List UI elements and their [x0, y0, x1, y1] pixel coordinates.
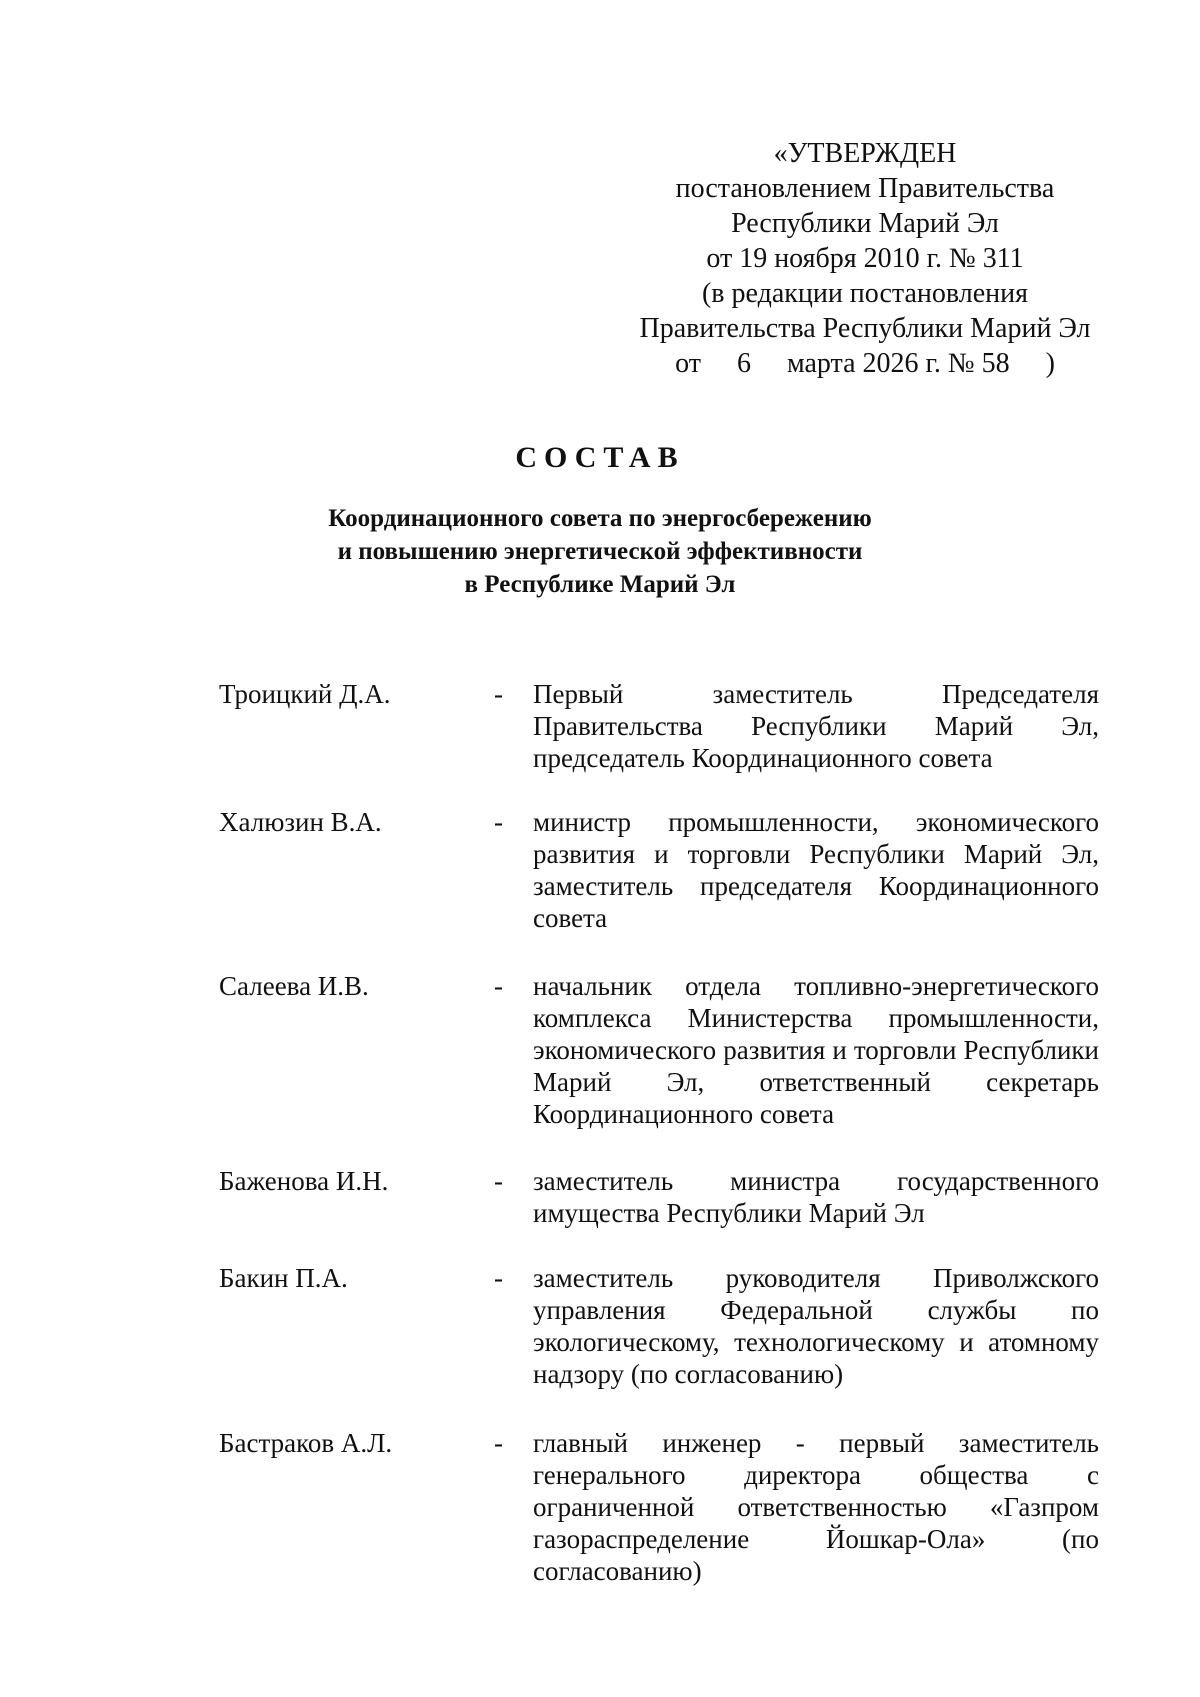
amendment-date-line: [620, 346, 1110, 381]
member-list: [219, 678, 1099, 1597]
member-name: Салеева И.В.: [219, 971, 369, 1001]
amendment-date: марта 2026 г. №: [786, 348, 975, 379]
document-title: СОСТАВ: [515, 441, 685, 474]
member-dash: -: [494, 1166, 503, 1196]
member-dash: -: [494, 1263, 503, 1293]
member-entry: [219, 1262, 1099, 1427]
approval-line: (в редакции постановления: [701, 278, 1029, 309]
approval-line: Правительства Республики Марий Эл: [639, 313, 1091, 344]
member-name: Бакин П.А.: [219, 1263, 348, 1293]
member-role: главный инженер - первый заместитель генерального директора общества с ограниченной ответственностью «Газпром газораспределение Йошкар-Ола» (по согласованию): [533, 1428, 1099, 1586]
member-entry: [219, 678, 1099, 806]
amendment-from: от: [675, 348, 701, 379]
amendment-close: ): [1045, 348, 1055, 379]
member-role: заместитель руководителя Приволжского управления Федеральной службы по экологическому, технологическому и атомному надзору (по согласованию): [533, 1263, 1099, 1389]
member-entry: [219, 1165, 1099, 1262]
member-role: министр промышленности, экономического развития и торговли Республики Марий Эл, заместитель председателя Координационного совета: [533, 807, 1099, 933]
member-name: Троицкий Д.А.: [219, 679, 391, 709]
member-dash: -: [494, 1428, 503, 1458]
approval-line: Республики Марий Эл: [731, 208, 999, 239]
amendment-number: 58: [981, 348, 1010, 379]
member-dash: -: [494, 807, 503, 837]
approval-stamp: [620, 136, 1110, 381]
member-name: Халюзин В.А.: [219, 807, 382, 837]
member-name: Бастраков А.Л.: [219, 1428, 393, 1458]
member-entry: [219, 806, 1099, 970]
approval-line: от 19 ноября 2010 г. № 311: [706, 243, 1024, 274]
member-role: Первый заместитель Председателя Правительства Республики Марий Эл, председатель Координационного совета: [533, 679, 1099, 773]
approval-line: «УТВЕРЖДЕН: [773, 138, 957, 169]
member-dash: -: [494, 971, 503, 1001]
subtitle-line: Координационного совета по энергосбережению: [328, 505, 872, 532]
subtitle-line: в Республике Марий Эл: [464, 571, 736, 598]
document-subtitle: [300, 502, 900, 601]
member-entry: [219, 970, 1099, 1165]
amendment-day: 6: [736, 348, 751, 379]
subtitle-line: и повышению энергетической эффективности: [337, 538, 863, 565]
member-role: начальник отдела топливно-энергетического комплекса Министерства промышленности, экономического развития и торговли Республики Марий Эл, ответственный секретарь Координационного совета: [533, 971, 1099, 1129]
member-role: заместитель министра государственного имущества Республики Марий Эл: [533, 1166, 1099, 1228]
member-entry: [219, 1427, 1099, 1597]
approval-line: постановлением Правительства: [675, 173, 1055, 204]
member-dash: -: [494, 679, 503, 709]
member-name: Баженова И.Н.: [219, 1166, 389, 1196]
